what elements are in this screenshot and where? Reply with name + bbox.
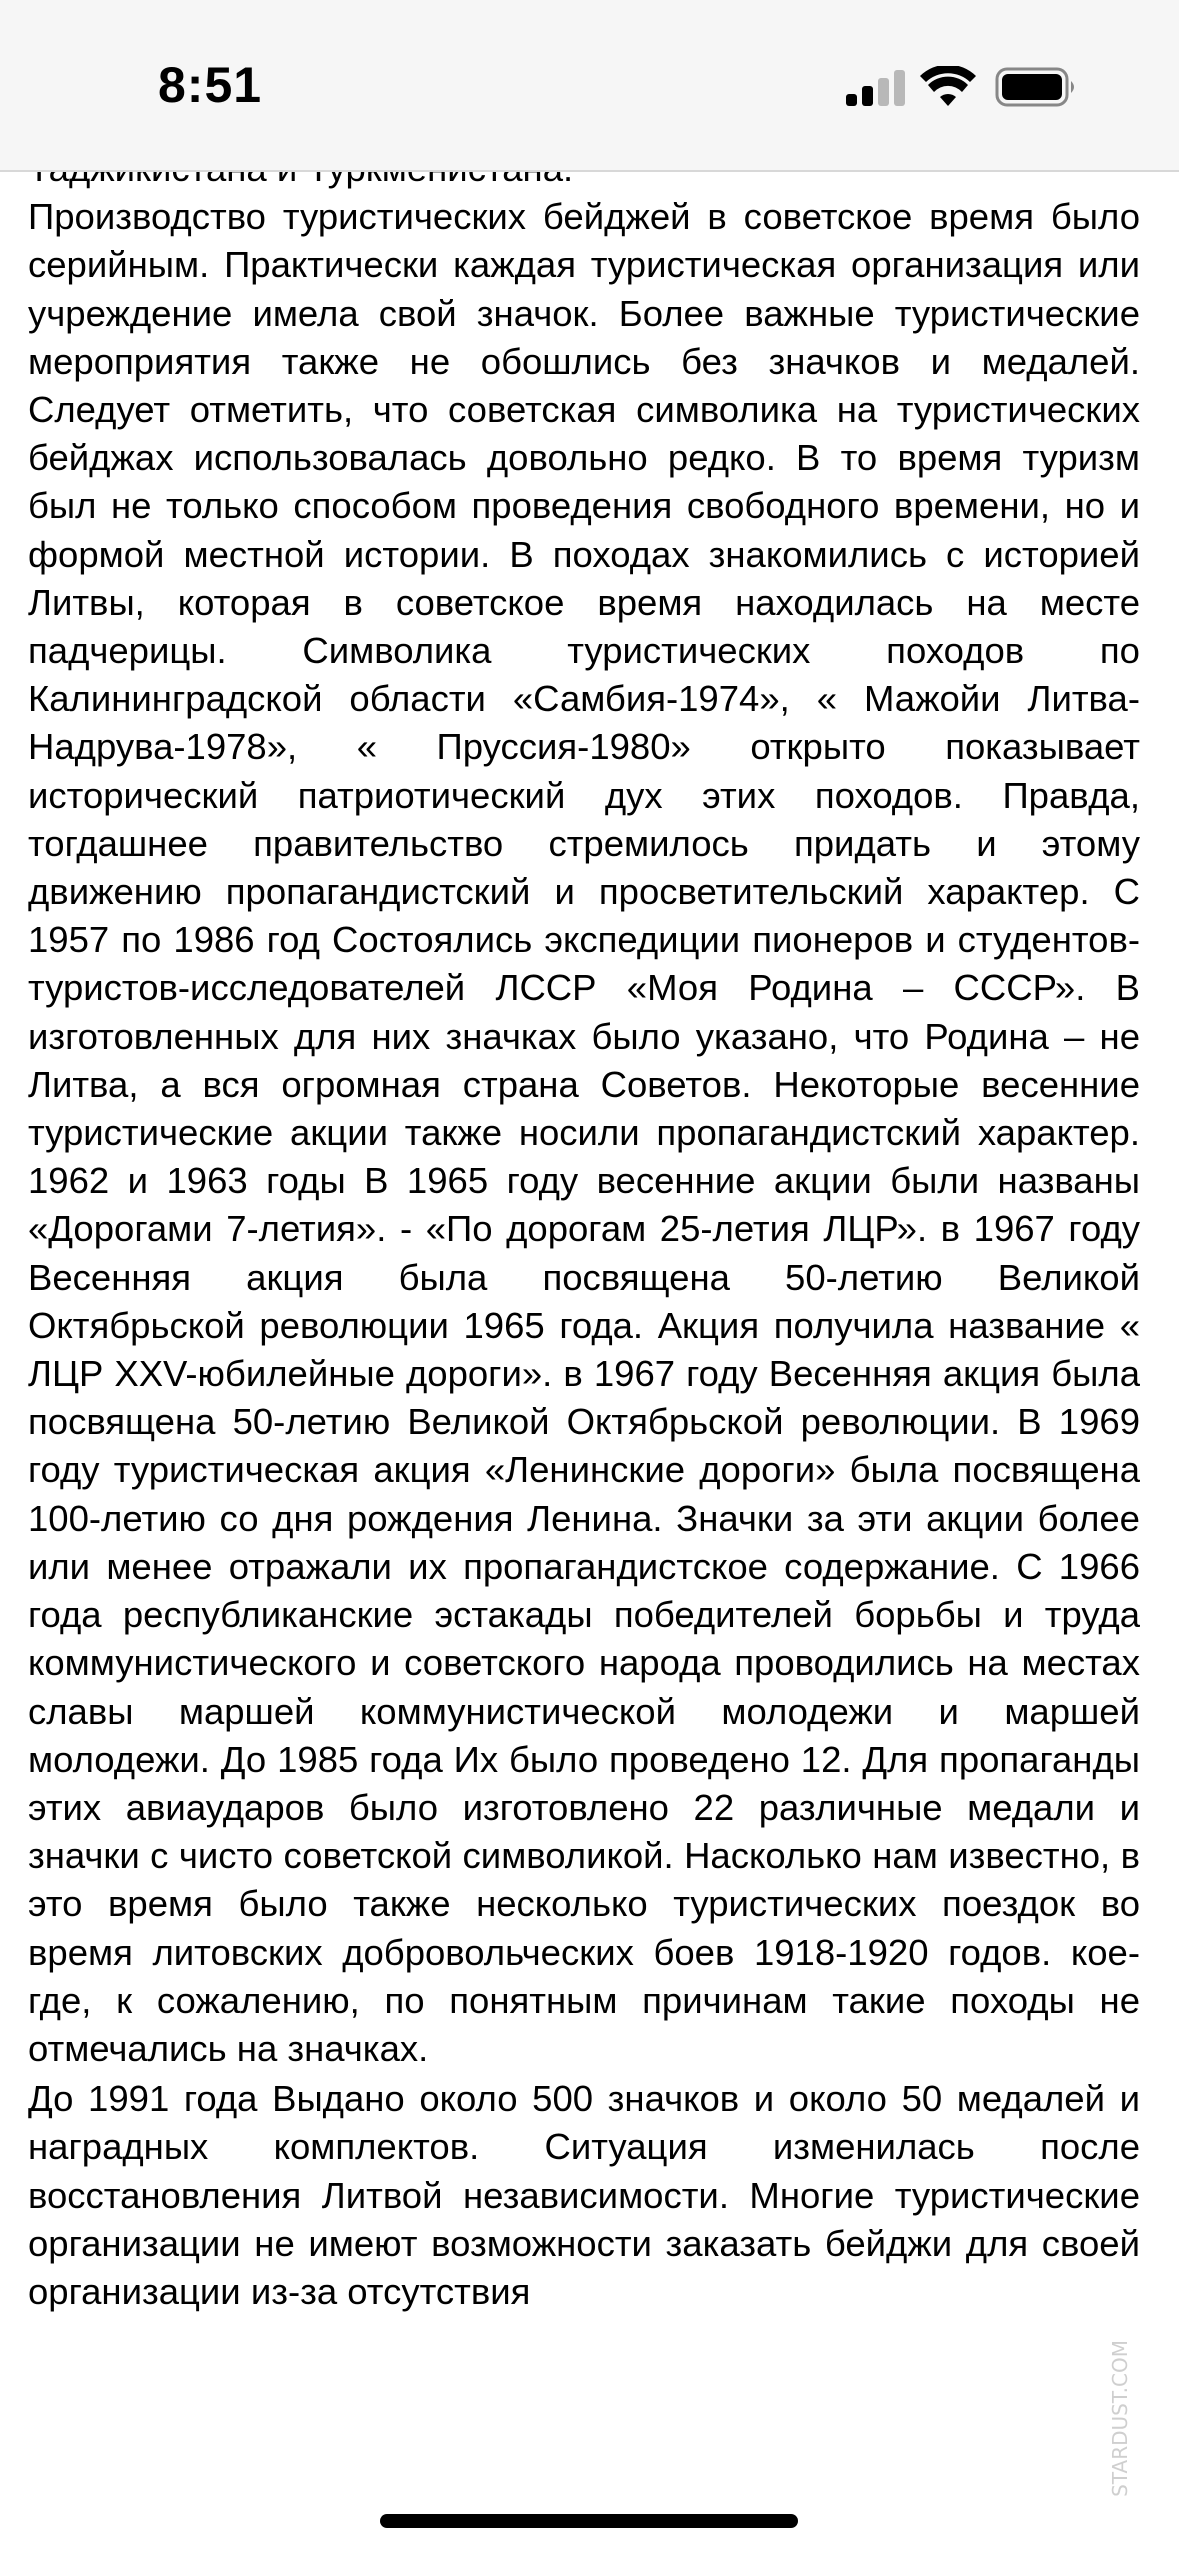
article-scroll-area [28,145,1140,2316]
home-indicator[interactable] [380,2514,798,2528]
signal-bar-2 [862,86,873,106]
wifi-icon [920,66,976,108]
status-bar [0,0,1179,172]
article-content[interactable] [28,0,1140,2556]
signal-bar-4 [894,70,905,106]
battery-icon [995,66,1079,108]
watermark [1108,2340,1148,2550]
article-paragraph-3: До 1991 года Выдано около 500 значков и около 50 медалей и наградных комплектов. Ситуация изменилась после восстановления Литвой независимости. Многие туристические организации не имеют возможности заказать бейджи для своей организации из-за отсутствия [28,2078,1140,2312]
signal-bar-1 [846,94,857,106]
signal-bar-3 [878,78,889,106]
battery-fill [1002,74,1062,100]
status-time: 8:51 [158,57,263,113]
cellular-signal-icon [846,70,906,106]
watermark-text: STARDUST.COM [1108,2340,1132,2497]
article-paragraph-2: Производство туристических бейджей в советское время было серийным. Практически каждая туристическая организация или учреждение имела свой значок. Более важные туристические мероприятия также не обошлись без значков и медалей. Следует отметить, что советская символика на туристических бейджах использовалась довольно редко. В то время туризм был не только способом проведения свободного времени, но и формой местной истории. В походах знакомились с историей Литвы, которая в советское время находилась на месте падчерицы. Символика туристических походов по Калининградской области «Самбия-1974», « Мажойи Литва-Надрува-1978», « Пруссия-1980» открыто показывает исторический патриотический дух этих походов. Правда, тогдашнее правительство стремилось придать и этому движению пропагандистский и просветительский характер. С 1957 по 1986 год Состоялись экспедиции пионеров и студентов-туристов-исследователей ЛССР «Моя Родина – СССР». В изготовленных для них значках было указано, что Родина – не Литва, а вся огромная страна Советов. Некоторые весенние туристические акции также носили пропагандистский характер. 1962 и 1963 годы В 1965 году весенние акции были названы «Дорогами 7-летия». - «По дорогам 25-летия ЛЦР». в 1967 году Весенняя акция была посвящена 50-летию Великой Октябрьской революции 1965 года. Акция получила название « ЛЦР XXV-юбилейные дороги». в 1967 году Весенняя акция была посвящена 50-летию Великой Октябрьской революции. В 1969 году туристическая акция «Ленинские дороги» была посвящена 100-летию со дня рождения Ленина. Значки за эти акции более или менее отражали их пропагандистское содержание. С 1966 года республиканские эстакады победителей борьбы и труда коммунистического и советского народа проводились на местах славы маршей коммунистической молодежи и маршей молодежи. До 1985 года Их было проведено 12. Для пропаганды этих авиаударов было изготовлено 22 различные медали и значки с чисто советской символикой. Насколько нам известно, в это время было также несколько туристических поездок во время литовских добровольческих боев 1918-1920 годов. кое-где, к сожалению, по понятным причинам такие походы не отмечались на значках. [28,196,1140,2069]
